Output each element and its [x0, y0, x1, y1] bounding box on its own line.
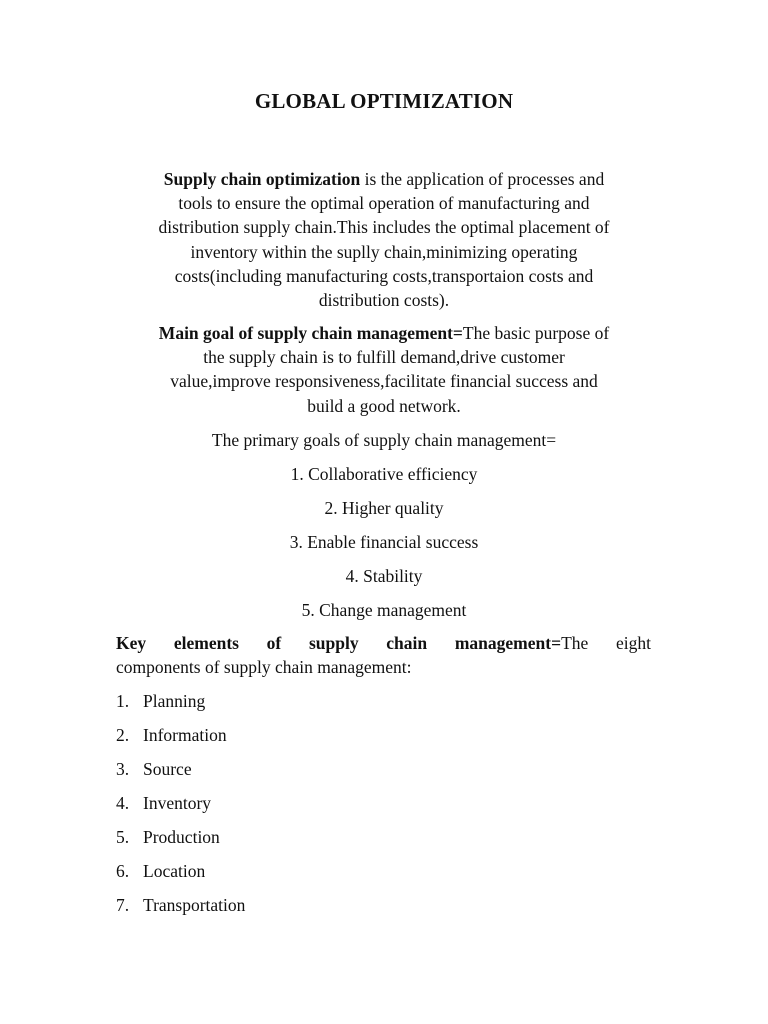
- primary-goal-item: 5. Change management: [301, 600, 467, 620]
- primary-goal-item: 4. Stability: [345, 566, 423, 586]
- list-label: Production: [143, 827, 220, 847]
- intro-bold-term: Supply chain optimization: [163, 169, 361, 189]
- list-number: 2.: [116, 725, 130, 745]
- list-label: Location: [143, 861, 206, 881]
- key-elements-line-2: components of supply chain management:: [116, 657, 412, 678]
- list-number: 1.: [116, 691, 130, 711]
- page-title: GLOBAL OPTIMIZATION: [254, 89, 514, 113]
- main-goal-line-2: the supply chain is to fulfill demand,drive customer: [203, 347, 565, 368]
- list-number: 3.: [116, 759, 130, 779]
- key-word-group: [455, 631, 588, 655]
- intro-line-4: inventory within the suplly chain,minimizing operating: [190, 241, 578, 262]
- main-goal-line-1: [110, 321, 658, 345]
- intro-line-6: distribution costs).: [318, 290, 450, 311]
- key-elements-line-1: [116, 631, 651, 655]
- primary-goals-heading: The primary goals of supply chain management=: [211, 430, 557, 450]
- list-number: 4.: [116, 793, 130, 813]
- list-label: Source: [143, 759, 192, 779]
- primary-goal-item: 2. Higher quality: [324, 498, 444, 518]
- intro-line-1-rest: is the application of processes and: [360, 169, 605, 189]
- list-item: [116, 689, 205, 713]
- intro-paragraph: [110, 167, 658, 312]
- list-item: [116, 825, 220, 849]
- key-word: The: [561, 633, 589, 653]
- list-label: Information: [143, 725, 227, 745]
- primary-goal-item: 3. Enable financial success: [289, 532, 479, 552]
- key-word: management=: [454, 633, 562, 653]
- list-label: Transportation: [143, 895, 246, 915]
- list-label: Planning: [143, 691, 206, 711]
- list-item: [116, 791, 211, 815]
- list-item: [116, 757, 192, 781]
- main-goal-bold-term: Main goal of supply chain management=: [158, 323, 463, 343]
- key-word: of: [266, 633, 282, 653]
- list-label: Inventory: [143, 793, 212, 813]
- list-number: 5.: [116, 827, 130, 847]
- intro-line-2: tools to ensure the optimal operation of manufacturing and: [178, 193, 590, 214]
- list-number: 6.: [116, 861, 130, 881]
- list-item: [116, 893, 245, 917]
- list-item: [116, 859, 205, 883]
- main-goal-paragraph: [110, 321, 658, 418]
- intro-line-3: distribution supply chain.This includes the optimal placement of: [158, 217, 610, 238]
- key-elements-paragraph: [116, 631, 651, 679]
- main-goal-line-4: build a good network.: [307, 395, 461, 416]
- intro-line-1: [110, 167, 658, 191]
- main-goal-line-3: value,improve responsiveness,facilitate financial success and: [170, 371, 598, 392]
- key-word: supply: [308, 633, 359, 653]
- key-word: eight: [615, 633, 651, 653]
- key-word: Key: [116, 633, 147, 653]
- intro-line-5: costs(including manufacturing costs,transportaion costs and: [174, 265, 594, 286]
- list-item: [116, 723, 227, 747]
- main-goal-line-1-rest: The basic purpose of: [462, 323, 610, 343]
- key-word: elements: [173, 633, 239, 653]
- key-word: chain: [386, 633, 428, 653]
- list-number: 7.: [116, 895, 130, 915]
- primary-goal-item: 1. Collaborative efficiency: [290, 464, 478, 484]
